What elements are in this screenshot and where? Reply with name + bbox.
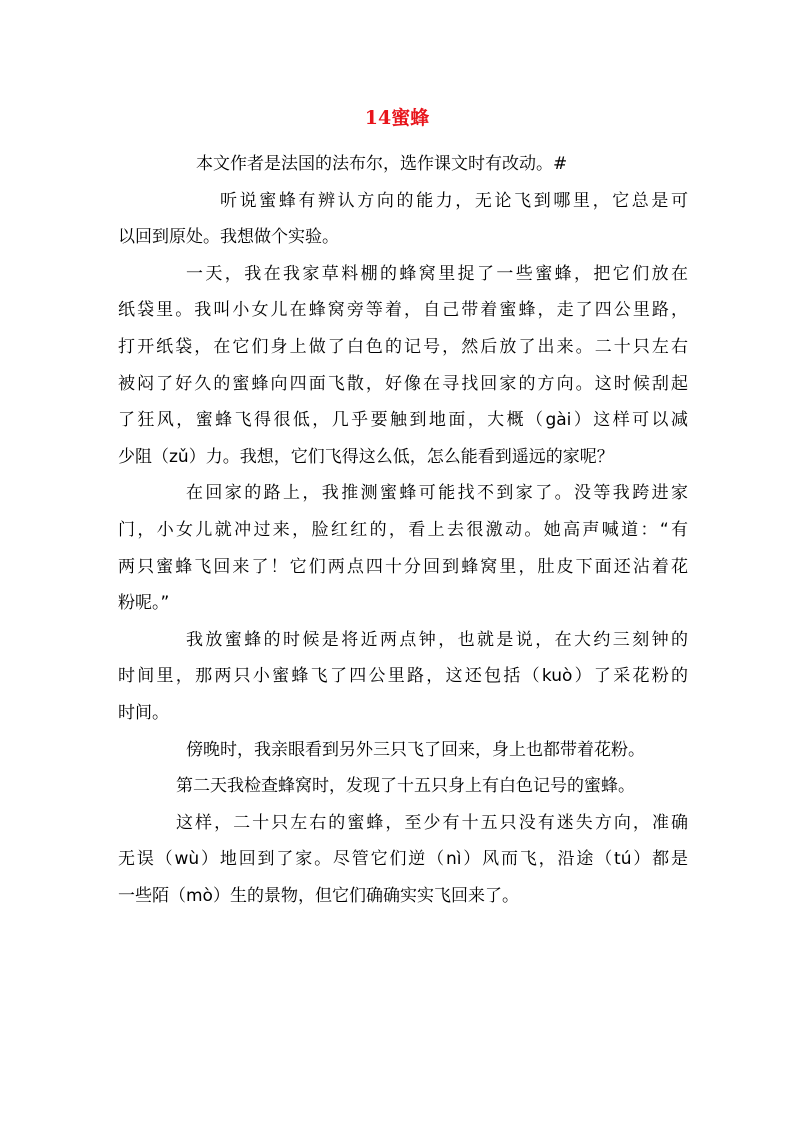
paragraph-7-line-1: 这样，二十只左右的蜜蜂，至少有十五只没有迷失方向，准确 bbox=[176, 812, 688, 833]
page-title: 14蜜蜂 bbox=[364, 107, 430, 129]
paragraph-4-line-2: 时间里，那两只小蜜蜂飞了四公里路，这还包括（kuò）了采花粉的 bbox=[118, 666, 688, 687]
paragraph-1-line-2: 以回到原处。我想做个实验。 bbox=[118, 227, 339, 248]
paragraph-3-line-4: 粉呢。” bbox=[118, 593, 170, 614]
paragraph-3-line-2: 门，小女儿就冲过来，脸红红的，看上去很激动。她高声喊道：“有 bbox=[118, 519, 688, 540]
paragraph-2-line-5: 了狂风，蜜蜂飞得很低，几乎要触到地面，大概（gài）这样可以减 bbox=[118, 410, 688, 431]
paragraph-2-line-4: 被闷了好久的蜜蜂向四面飞散，好像在寻找回家的方向。这时候刮起 bbox=[118, 373, 688, 394]
paragraph-6: 第二天我检查蜂窝时，发现了十五只身上有白色记号的蜜蜂。 bbox=[176, 776, 635, 797]
paragraph-7-line-2: 无误（wù）地回到了家。尽管它们逆（nì）风而飞，沿途（tú）都是 bbox=[118, 849, 688, 870]
paragraph-2-line-1: 一天，我在我家草料棚的蜂窝里捉了一些蜜蜂，把它们放在 bbox=[186, 263, 688, 284]
article-body bbox=[118, 146, 688, 914]
paragraph-4-line-3: 时间。 bbox=[118, 702, 169, 723]
paragraph-5: 傍晚时，我亲眼看到另外三只飞了回来，身上也都带着花粉。 bbox=[186, 739, 645, 760]
paragraph-2-line-6: 少阻（zǔ）力。我想，它们飞得这么低，怎么能看到遥远的家呢？ bbox=[118, 446, 614, 467]
paragraph-7-line-3: 一些陌（mò）生的景物，但它们确确实实飞回来了。 bbox=[118, 885, 519, 906]
paragraph-2-line-3: 打开纸袋，在它们身上做了白色的记号，然后放了出来。二十只左右 bbox=[118, 336, 688, 357]
paragraph-1-line-1: 听说蜜蜂有辨认方向的能力，无论飞到哪里，它总是可 bbox=[220, 190, 688, 211]
paragraph-4-line-1: 我放蜜蜂的时候是将近两点钟，也就是说，在大约三刻钟的 bbox=[186, 629, 688, 650]
paragraph-3-line-1: 在回家的路上，我推测蜜蜂可能找不到家了。没等我跨进家 bbox=[186, 483, 688, 504]
paragraph-3-line-3: 两只蜜蜂飞回来了！它们两点四十分回到蜂窝里，肚皮下面还沾着花 bbox=[118, 556, 688, 577]
paragraph-2-line-2: 纸袋里。我叫小女儿在蜂窝旁等着，自己带着蜜蜂，走了四公里路， bbox=[118, 300, 688, 321]
author-note: 本文作者是法国的法布尔，选作课文时有改动。# bbox=[196, 154, 568, 174]
